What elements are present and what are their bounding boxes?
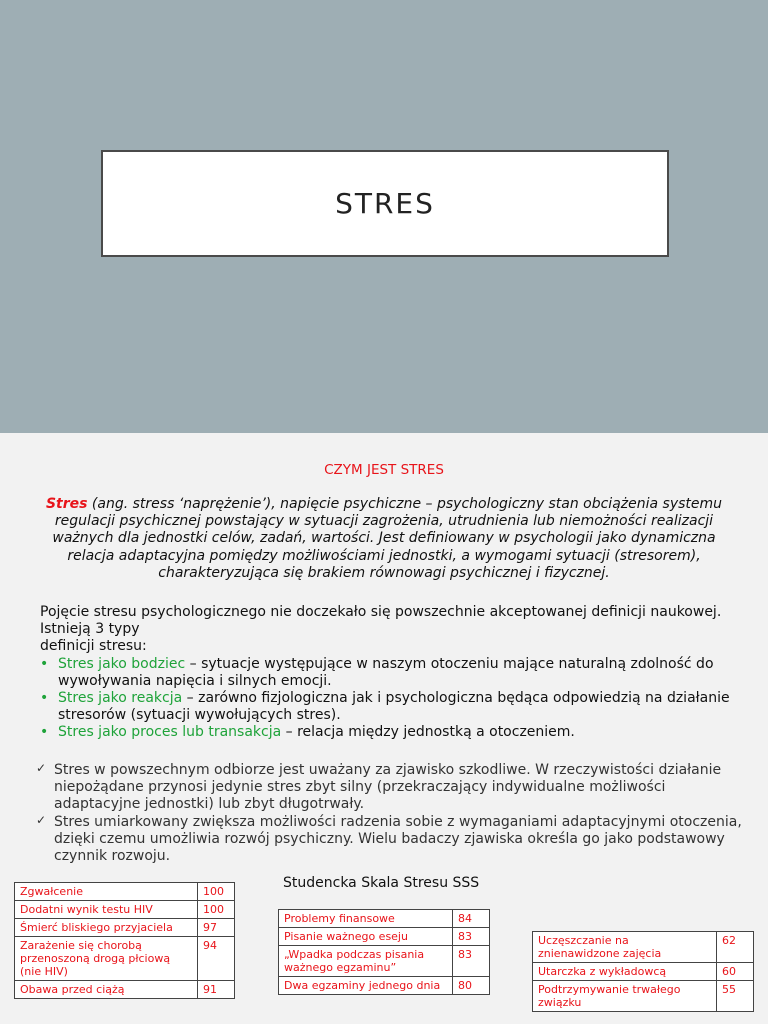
- table-cell-label: Pisanie ważnego eseju: [279, 928, 453, 946]
- checkmark-list: [36, 762, 756, 865]
- scale-title: Studencka Skala Stresu SSS: [283, 875, 480, 891]
- bullet-dot-icon: •: [40, 690, 49, 707]
- bullet-term: Stres jako reakcja: [58, 690, 183, 707]
- bullet-item: [40, 724, 750, 741]
- checkmark-icon: ✓: [36, 761, 47, 775]
- table-cell-label: Problemy finansowe: [279, 910, 453, 928]
- table-row: [15, 883, 235, 901]
- table-row: [533, 981, 754, 1012]
- table-cell-value: 60: [717, 963, 754, 981]
- table-cell-value: 97: [198, 919, 235, 937]
- title-slide: [0, 0, 768, 433]
- table-cell-value: 84: [453, 910, 490, 928]
- table-row: [15, 937, 235, 981]
- section-heading: CZYM JEST STRES: [324, 462, 444, 478]
- bullet-term: Stres jako proces lub transakcja: [58, 724, 282, 741]
- slide-title: STRES: [335, 187, 435, 220]
- definition-term: Stres: [45, 496, 88, 512]
- stress-table-2: [278, 909, 490, 995]
- table-row: [533, 932, 754, 963]
- table-cell-value: 94: [198, 937, 235, 981]
- check-text: Stres w powszechnym odbiorze jest uważany za zjawisko szkodliwe. W rzeczywistości działanie niepożądane przynosi jedynie stres zbyt silny (przekraczający indywidualne możliwości adaptacyjne jednostki) lub zbyt długotrwały.: [54, 762, 722, 813]
- intro-line-2: Istnieją 3 typy: [40, 621, 140, 638]
- bullet-text: – sytuacje występujące w naszym otoczeniu mające naturalną zdolność do wywoływania napięcia i silnych emocji.: [58, 655, 714, 689]
- table-cell-value: 100: [198, 883, 235, 901]
- table-row: [15, 919, 235, 937]
- check-item: [36, 814, 756, 866]
- check-item: [36, 762, 756, 814]
- table-cell-label: „Wpadka podczas pisania ważnego egzaminu”: [279, 946, 453, 977]
- table-cell-value: 100: [198, 901, 235, 919]
- title-box: [101, 150, 669, 257]
- table-cell-label: Uczęszczanie na znienawidzone zajęcia: [533, 932, 717, 963]
- table-cell-value: 83: [453, 928, 490, 946]
- table-row: [279, 928, 490, 946]
- table-cell-label: Dodatni wynik testu HIV: [15, 901, 198, 919]
- table-cell-label: Utarczka z wykładowcą: [533, 963, 717, 981]
- stress-table-1: [14, 882, 235, 999]
- table-cell-value: 55: [717, 981, 754, 1012]
- bullet-term: Stres jako bodziec: [58, 655, 186, 672]
- bullet-text: – zarówno fizjologiczna jak i psychologiczna będąca odpowiedzią na działanie stresorów (sytuacji wywołujących stres).: [58, 690, 730, 724]
- table-row: [279, 910, 490, 928]
- check-text: Stres umiarkowany zwiększa możliwości radzenia sobie z wymaganiami adaptacyjnymi otoczenia, dzięki czemu umożliwia rozwój psychiczny. Wielu badaczy zjawiska określa go jako podstawowy czynnik rozwoju.: [54, 813, 742, 865]
- table-cell-label: Zarażenie się chorobą przenoszoną drogą płciową (nie HIV): [15, 937, 198, 981]
- table-cell-label: Śmierć bliskiego przyjaciela: [15, 919, 198, 937]
- table-row: [279, 977, 490, 995]
- stress-table-3: [532, 931, 754, 1012]
- table-cell-label: Podtrzymywanie trwałego związku: [533, 981, 717, 1012]
- table-row: [279, 946, 490, 977]
- table-cell-value: 83: [453, 946, 490, 977]
- bullet-text: – relacja między jednostką a otoczeniem.: [281, 724, 575, 741]
- bullet-dot-icon: •: [40, 655, 49, 672]
- table-row: [15, 981, 235, 999]
- table-cell-value: 91: [198, 981, 235, 999]
- definition-paragraph: [40, 496, 728, 582]
- table-cell-value: 62: [717, 932, 754, 963]
- bullet-dot-icon: •: [40, 724, 49, 741]
- table-row: [533, 963, 754, 981]
- intro-line-1: Pojęcie stresu psychologicznego nie doczekało się powszechnie akceptowanej definicji naukowej.: [40, 604, 722, 620]
- bullet-item: [40, 656, 750, 690]
- checkmark-icon: ✓: [36, 812, 47, 827]
- bullet-item: [40, 690, 750, 724]
- definitions-block: [40, 604, 750, 742]
- table-cell-label: Dwa egzaminy jednego dnia: [279, 977, 453, 995]
- table-cell-value: 80: [453, 977, 490, 995]
- table-cell-label: Zgwałcenie: [15, 883, 198, 901]
- table-cell-label: Obawa przed ciążą: [15, 981, 198, 999]
- intro-line-3: definicji stresu:: [40, 638, 147, 655]
- definition-text: (ang. stress ‘naprężenie’), napięcie psychiczne – psychologiczny stan obciążenia systemu regulacji psychicznej powstający w sytuacji zagrożenia, utrudnienia lub niemożności realizacji ważnych dla jednostki celów, zadań, wartości. Jest definiowany w psychologii jako dynamiczna relacja adaptacyjna pomiędzy możliwościami jednostki, a wymogami sytuacji (stresorem), charakteryzująca się brakiem równowagi psychicznej i fizycznej.: [52, 496, 723, 581]
- table-row: [15, 901, 235, 919]
- content-slide: [0, 433, 768, 1024]
